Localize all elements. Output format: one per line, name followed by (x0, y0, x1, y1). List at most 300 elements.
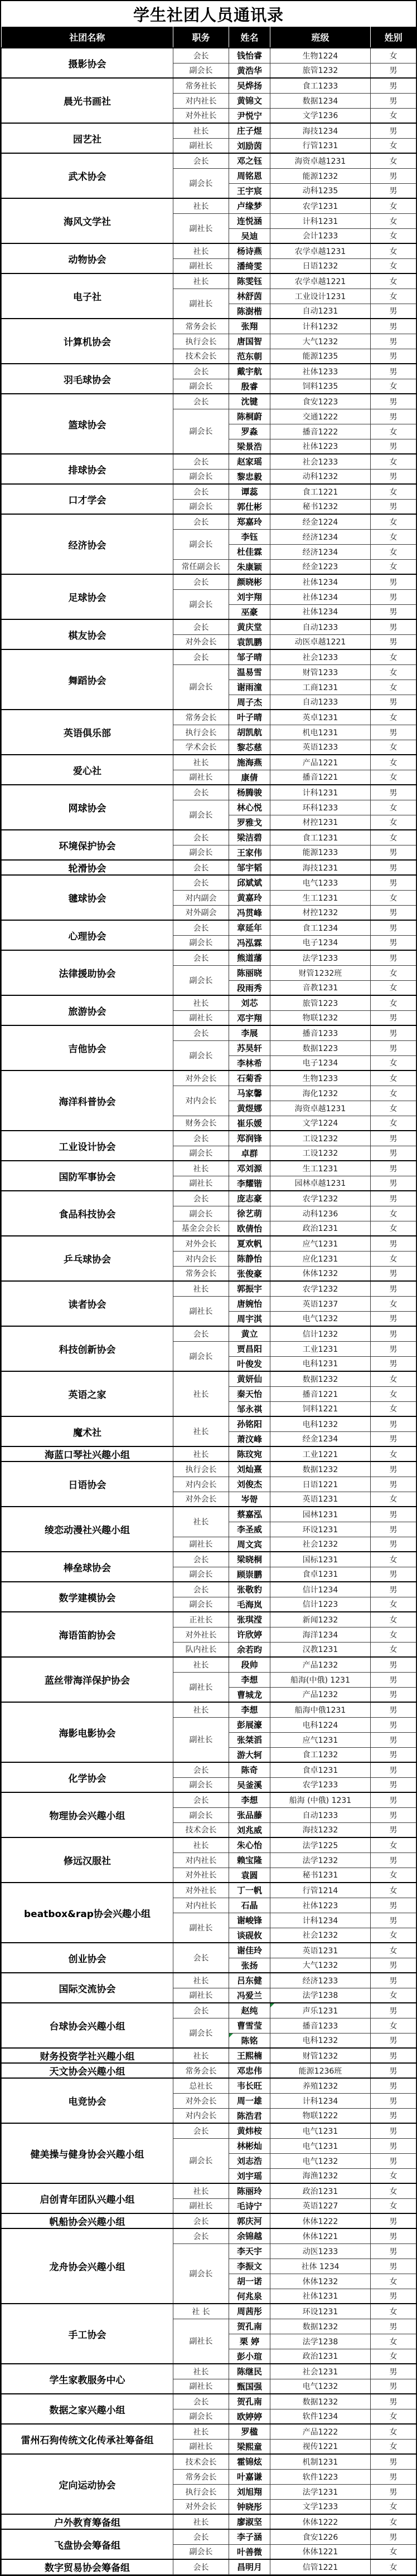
position-cell: 对外会长 (173, 1492, 229, 1507)
position-cell: 会长 (173, 514, 229, 529)
table-row (2, 785, 416, 800)
gender-cell: 男 (371, 2138, 416, 2153)
gender-cell: 男 (371, 1777, 416, 1792)
class-cell: 农学卓越1221 (270, 273, 371, 289)
class-cell: 海洋1234 (270, 1627, 371, 1642)
member-name-cell: 郑嘉玲 (229, 514, 270, 529)
position-cell: 社长 (173, 273, 229, 289)
gender-cell: 男 (371, 2379, 416, 2394)
class-cell: 电气1231 (270, 2123, 371, 2138)
position-cell: 执行会长 (173, 725, 229, 740)
class-cell: 养殖1232 (270, 2078, 371, 2093)
position-cell: 副会长 (173, 935, 229, 950)
gender-cell: 男 (371, 1522, 416, 1537)
member-name-cell: 陈丽晓 (229, 965, 270, 980)
class-cell: 电科1224 (270, 1717, 371, 1732)
club-name-cell: 数字贸易协会筹备组 (2, 2559, 173, 2574)
class-cell: 能源1232 (270, 168, 371, 183)
gender-cell: 男 (371, 1973, 416, 1988)
club-name-cell: 网球协会 (2, 785, 173, 830)
gender-cell: 女 (371, 770, 416, 785)
table-row (2, 1973, 416, 1988)
class-cell: 大气1232 (270, 334, 371, 349)
member-name-cell: 李想 (229, 1672, 270, 1687)
class-cell: 农学1231 (270, 198, 371, 213)
position-cell: 副会长 (173, 469, 229, 484)
class-cell: 社会1232 (270, 1928, 371, 1943)
member-name-cell: 赖宝隆 (229, 1852, 270, 1868)
gender-cell: 男 (371, 1146, 416, 1161)
class-cell: 英语1237 (270, 1296, 371, 1311)
table-row (2, 123, 416, 138)
class-cell: 应化1231 (270, 1251, 371, 1266)
gender-cell: 男 (371, 2063, 416, 2078)
member-name-cell: 陈静怡 (229, 1251, 270, 1266)
gender-cell: 男 (371, 2003, 416, 2018)
member-name-cell: 罗雅戈 (229, 815, 270, 830)
gender-cell: 男 (371, 634, 416, 649)
member-name-cell: 谢峻锋 (229, 1913, 270, 1928)
gender-cell: 男 (371, 2078, 416, 2093)
member-name-cell: 李天宇 (229, 2243, 270, 2259)
class-cell: 财管1233 (270, 664, 371, 680)
gender-cell: 男 (371, 123, 416, 138)
member-name-cell: 杨诗燕 (229, 243, 270, 258)
club-name-cell: 魔术社 (2, 1416, 173, 1446)
class-cell: 动医卓越1221 (270, 634, 371, 649)
position-cell: 社长 (173, 2424, 229, 2439)
member-name-cell: 庞志豪 (229, 1191, 270, 1206)
position-cell: 社长 (173, 1973, 229, 1988)
class-cell: 旅管1223 (270, 995, 371, 1010)
table-row (2, 78, 416, 93)
gender-cell: 男 (371, 1326, 416, 1341)
member-name-cell: 胡一诺 (229, 2274, 270, 2289)
position-cell: 副会长 (173, 965, 229, 995)
gender-cell: 男 (371, 2394, 416, 2409)
gender-cell: 女 (371, 1627, 416, 1642)
gender-cell: 男 (371, 2243, 416, 2259)
club-name-cell: 海蓝口琴社兴趣小组 (2, 1446, 173, 1461)
class-cell: 动科1232 (270, 469, 371, 484)
class-cell: 园林1231 (270, 1507, 371, 1522)
gender-cell: 女 (371, 454, 416, 469)
position-cell: 会长 (173, 619, 229, 634)
class-cell: 工业设计1231 (270, 289, 371, 304)
club-name-cell: 绫恋动漫社兴趣小组 (2, 1507, 173, 1552)
club-name-cell: 飞盘协会筹备组 (2, 2529, 173, 2559)
member-name-cell: 潘绮雯 (229, 258, 270, 273)
member-name-cell: 刘励茵 (229, 138, 270, 153)
member-name-cell: 刘志浩 (229, 2153, 270, 2168)
position-cell: 社长 (173, 1657, 229, 1672)
member-name-cell: 李林希 (229, 1055, 270, 1071)
class-cell: 工设1232 (270, 1131, 371, 1146)
gender-cell: 女 (371, 529, 416, 544)
position-cell: 社长 (173, 1416, 229, 1446)
gender-cell: 男 (371, 409, 416, 424)
position-cell: 社长 (173, 2048, 229, 2063)
gender-cell: 女 (371, 243, 416, 258)
table-row (2, 1236, 416, 1251)
class-cell: 数据1234 (270, 93, 371, 108)
member-name-cell: 卓群 (229, 1146, 270, 1161)
member-name-cell: 卢缘梦 (229, 198, 270, 213)
position-cell: 会长 (173, 1943, 229, 1973)
class-cell: 会计1233 (270, 228, 371, 243)
gender-cell: 女 (371, 830, 416, 845)
gender-cell: 男 (371, 1477, 416, 1492)
position-cell: 副会长 (173, 2544, 229, 2559)
member-name-cell: 邓忠伟 (229, 2063, 270, 2078)
club-name-cell: 棋友协会 (2, 619, 173, 649)
position-cell: 对外会长 (173, 1071, 229, 1086)
position-cell: 副会长 (173, 2243, 229, 2304)
gender-cell: 男 (371, 183, 416, 198)
position-cell: 社长 (173, 1161, 229, 1176)
gender-cell: 女 (371, 1055, 416, 1071)
gender-cell: 女 (371, 559, 416, 574)
member-name-cell: 张桀滔 (229, 1732, 270, 1747)
member-name-cell: 张扬 (229, 1958, 270, 1973)
class-cell: 计科1234 (270, 1913, 371, 1928)
position-cell: 副会长 (173, 1040, 229, 1071)
table-row (2, 1025, 416, 1040)
member-name-cell: 秦天怡 (229, 1386, 270, 1401)
position-cell: 副会长 (173, 2018, 229, 2048)
class-cell: 英卓1231 (270, 710, 371, 725)
table-row (2, 1326, 416, 1341)
member-name-cell: 王熙楠 (229, 2048, 270, 2063)
position-cell: 基金会会长 (173, 1221, 229, 1236)
class-cell: 社会1233 (270, 649, 371, 664)
position-cell: 副社长 (173, 1176, 229, 1191)
gender-cell: 男 (371, 334, 416, 349)
class-cell: 信管1221 (270, 2559, 371, 2574)
gender-cell: 女 (371, 2499, 416, 2514)
position-cell: 队内社长 (173, 1642, 229, 1657)
column-header-name: 姓名 (229, 27, 270, 48)
class-cell: 食工1234 (270, 920, 371, 935)
class-cell: 社体1223 (270, 439, 371, 454)
position-cell: 学术会长 (173, 740, 229, 755)
table-row (2, 1702, 416, 1717)
gender-cell: 女 (371, 153, 416, 168)
position-cell: 社长 (173, 755, 229, 770)
column-header-gender: 姓别 (371, 27, 416, 48)
class-cell: 播音1221 (270, 770, 371, 785)
gender-cell: 男 (371, 499, 416, 514)
position-cell: 副会长 (173, 1597, 229, 1612)
position-cell: 对外会长 (173, 634, 229, 649)
gender-cell: 女 (371, 1837, 416, 1852)
member-name-cell: 谢雨潼 (229, 680, 270, 695)
table-row (2, 2078, 416, 2093)
position-cell: 对内会长 (173, 1086, 229, 1116)
gender-cell: 男 (371, 1416, 416, 1431)
class-cell: 电子1234 (270, 935, 371, 950)
club-name-cell: 海影电影协会 (2, 1702, 173, 1762)
table-row (2, 2559, 416, 2574)
class-cell: 法学1238 (270, 2334, 371, 2349)
position-cell: 副社长 (173, 1988, 229, 2003)
gender-cell: 女 (371, 2559, 416, 2574)
member-name-cell: 冯贯峰 (229, 905, 270, 920)
member-name-cell: 戴宇航 (229, 364, 270, 379)
class-cell: 文学1236 (270, 108, 371, 123)
member-name-cell: 刘芯 (229, 995, 270, 1010)
gender-cell: 女 (371, 1401, 416, 1416)
member-name-cell: 陈雯钰 (229, 273, 270, 289)
member-name-cell: 周子杰 (229, 695, 270, 710)
member-name-cell: 石晶 (229, 1898, 270, 1913)
club-name-cell: 轮滑协会 (2, 860, 173, 875)
position-cell: 财务会长 (173, 1116, 229, 1131)
member-name-cell: 顾崇鹏 (229, 1567, 270, 1582)
class-cell: 休体1222 (270, 2213, 371, 2228)
class-cell: 信计1234 (270, 1582, 371, 1597)
table-row (2, 710, 416, 725)
gender-cell: 女 (371, 1612, 416, 1627)
position-cell: 会长 (173, 2213, 229, 2228)
class-cell: 产品1232 (270, 1657, 371, 1672)
position-cell: 副社长 (173, 1010, 229, 1025)
member-name-cell: 黄庆堂 (229, 619, 270, 634)
gender-cell: 女 (371, 108, 416, 123)
gender-cell: 男 (371, 2108, 416, 2123)
member-name-cell: 栗 婷 (229, 2334, 270, 2349)
position-cell: 副会长 (173, 409, 229, 454)
member-name-cell: 叶善微 (229, 2544, 270, 2559)
class-cell: 食安1223 (270, 394, 371, 409)
table-row (2, 1281, 416, 1296)
position-cell: 对外社长 (173, 108, 229, 123)
gender-cell: 男 (371, 469, 416, 484)
member-name-cell: 张翔 (229, 319, 270, 334)
member-name-cell: 吴烨扬 (229, 78, 270, 93)
column-header-club: 社团名称 (2, 27, 173, 48)
gender-cell: 女 (371, 198, 416, 213)
class-cell: 电气1232 (270, 1311, 371, 1326)
club-name-cell: 手工协会 (2, 2304, 173, 2364)
class-cell: 食工1231 (270, 830, 371, 845)
club-name-cell: 晨光书画社 (2, 78, 173, 123)
member-name-cell: 刘灿熹 (229, 1461, 270, 1477)
club-name-cell: 财务投资学社兴趣小组 (2, 2048, 173, 2063)
member-name-cell: 唐国智 (229, 334, 270, 349)
table-row (2, 2514, 416, 2529)
gender-cell: 男 (371, 2289, 416, 2304)
gender-cell: 女 (371, 424, 416, 439)
class-cell: 自动1233 (270, 619, 371, 634)
gender-cell: 男 (371, 875, 416, 890)
member-name-cell: 黄煜娜 (229, 1101, 270, 1116)
class-cell: 英语1231 (270, 1943, 371, 1958)
member-name-cell: 黄立 (229, 1326, 270, 1341)
position-cell: 执行会长 (173, 334, 229, 349)
position-cell: 副会长 (173, 63, 229, 78)
class-cell: 秘书1231 (270, 1868, 371, 1883)
member-name-cell: 周文宾 (229, 1537, 270, 1552)
gender-cell: 男 (371, 935, 416, 950)
position-cell: 常务社长 (173, 78, 229, 93)
position-cell: 副会长 (173, 499, 229, 514)
member-name-cell: 刘俊杰 (229, 1477, 270, 1492)
gender-cell: 男 (371, 2153, 416, 2168)
position-cell: 对内会长 (173, 1251, 229, 1266)
position-cell: 对内会长 (173, 1477, 229, 1492)
member-name-cell: 黄锦文 (229, 93, 270, 108)
position-cell: 会长 (173, 950, 229, 965)
gender-cell: 男 (371, 439, 416, 454)
member-name-cell: 康倩 (229, 770, 270, 785)
gender-cell: 女 (371, 1446, 416, 1461)
position-cell: 执行会长 (173, 2484, 229, 2499)
gender-cell: 男 (371, 1537, 416, 1552)
member-name-cell: 殷睿 (229, 379, 270, 394)
position-cell: 会长 (173, 830, 229, 845)
member-name-cell: 刘兆威 (229, 1822, 270, 1837)
class-cell: 海化1232 (270, 1086, 371, 1101)
member-name-cell: 贾昌阳 (229, 1341, 270, 1356)
gender-cell: 女 (371, 1296, 416, 1311)
gender-cell: 男 (371, 589, 416, 604)
position-cell: 副社长 (173, 258, 229, 273)
class-cell: 农学1232 (270, 1281, 371, 1296)
gender-cell: 女 (371, 815, 416, 830)
gender-cell: 男 (371, 2454, 416, 2469)
class-cell: 财管1232班 (270, 965, 371, 980)
class-cell: 休体1221 (270, 2228, 371, 2243)
table-row (2, 1371, 416, 1386)
gender-cell: 女 (371, 755, 416, 770)
class-cell: 电科1232 (270, 2033, 371, 2048)
member-name-cell: 邹永祺 (229, 1401, 270, 1416)
gender-cell: 男 (371, 1657, 416, 1672)
class-cell: 政治1231 (270, 2183, 371, 2198)
class-cell: 信计1232 (270, 1326, 371, 1341)
club-name-cell: 旅游协会 (2, 995, 173, 1025)
position-cell: 社长 (173, 198, 229, 213)
gender-cell: 男 (371, 93, 416, 108)
member-name-cell: 陈桐蔚 (229, 409, 270, 424)
table-row (2, 830, 416, 845)
page-title: 学生社团人员通讯录 (133, 5, 284, 25)
member-name-cell: 邓宇翔 (229, 1010, 270, 1025)
position-cell: 会长 (173, 394, 229, 409)
member-name-cell: 胡凯航 (229, 725, 270, 740)
class-cell: 文学1224 (270, 1116, 371, 1131)
gender-cell: 女 (371, 2439, 416, 2454)
gender-cell: 女 (371, 740, 416, 755)
member-name-cell: 李振文 (229, 2259, 270, 2274)
class-cell: 工业1231 (270, 1341, 371, 1356)
class-cell: 大气1232 (270, 1958, 371, 1973)
table-row (2, 1883, 416, 1898)
position-cell: 对内会长 (173, 2108, 229, 2123)
table-row (2, 2454, 416, 2469)
class-cell: 法学1233 (270, 950, 371, 965)
class-cell: 动医1233 (270, 2243, 371, 2259)
table-row (2, 1792, 416, 1807)
class-cell: 生工1231 (270, 1161, 371, 1176)
class-cell: 秘书1232 (270, 499, 371, 514)
class-cell: 休体1232 (270, 1266, 371, 1281)
gender-cell: 男 (371, 2484, 416, 2499)
gender-cell: 男 (371, 2529, 416, 2544)
position-cell: 会长 (173, 2559, 229, 2574)
member-name-cell: 钱怡睿 (229, 48, 270, 63)
club-name-cell: 户外教育筹备组 (2, 2514, 173, 2529)
member-name-cell: 彭小瑄 (229, 2349, 270, 2364)
header-row (2, 27, 416, 48)
member-name-cell: 陈澍楷 (229, 304, 270, 319)
club-name-cell: 海语笛韵协会 (2, 1612, 173, 1657)
member-name-cell: 谢佳玲 (229, 1943, 270, 1958)
gender-cell: 男 (371, 1732, 416, 1747)
gender-cell: 男 (371, 349, 416, 364)
table-row (2, 2003, 416, 2018)
gender-cell: 女 (371, 1206, 416, 1221)
member-name-cell: 黄浩华 (229, 63, 270, 78)
club-name-cell: 数据之家兴趣小组 (2, 2394, 173, 2424)
class-cell: 社会1233 (270, 454, 371, 469)
gender-cell: 女 (371, 1943, 416, 1958)
gender-cell: 男 (371, 1161, 416, 1176)
member-name-cell: 贺孔南 (229, 2394, 270, 2409)
club-name-cell: 物理协会兴趣小组 (2, 1792, 173, 1837)
position-cell: 会长 (173, 875, 229, 890)
gender-cell: 男 (371, 1717, 416, 1732)
gender-cell: 男 (371, 1807, 416, 1822)
position-cell: 社长 (173, 1446, 229, 1461)
class-cell: 社体1234 (270, 574, 371, 589)
class-cell: 英语1233 (270, 740, 371, 755)
class-cell: 休体1232 (270, 2274, 371, 2289)
member-name-cell: 廖淑坚 (229, 2514, 270, 2529)
class-cell: 自动1233 (270, 1807, 371, 1822)
class-cell: 经济1233 (270, 1973, 371, 1988)
table-row (2, 755, 416, 770)
class-cell: 船海(中俄) 1231 (270, 1672, 371, 1687)
member-name-cell: 彭展濠 (229, 1717, 270, 1732)
class-cell: 社体1223 (270, 1898, 371, 1913)
class-cell: 海技1231 (270, 860, 371, 875)
table-row (2, 1461, 416, 1477)
table-row (2, 1071, 416, 1086)
class-cell: 海技1232 (270, 1822, 371, 1837)
table-row (2, 1191, 416, 1206)
member-name-cell: 林舒茵 (229, 289, 270, 304)
member-name-cell: 周宇淇 (229, 1311, 270, 1326)
table-row (2, 619, 416, 634)
table-row (2, 454, 416, 469)
class-cell: 经金1223 (270, 559, 371, 574)
class-cell: 数据1232 (270, 1461, 371, 1477)
member-name-cell: 余锦越 (229, 2228, 270, 2243)
table-row (2, 1131, 416, 1146)
class-cell: 机制1231 (270, 2454, 371, 2469)
class-cell: 产品1221 (270, 755, 371, 770)
position-cell: 总社长 (173, 2078, 229, 2093)
position-cell: 会长 (173, 785, 229, 800)
club-name-cell: 启创青年团队兴趣小组 (2, 2183, 173, 2213)
class-cell: 视传1221 (270, 2439, 371, 2454)
table-row (2, 1446, 416, 1461)
table-row (2, 2364, 416, 2379)
table-row (2, 860, 416, 875)
position-cell: 常务会长 (173, 1266, 229, 1281)
